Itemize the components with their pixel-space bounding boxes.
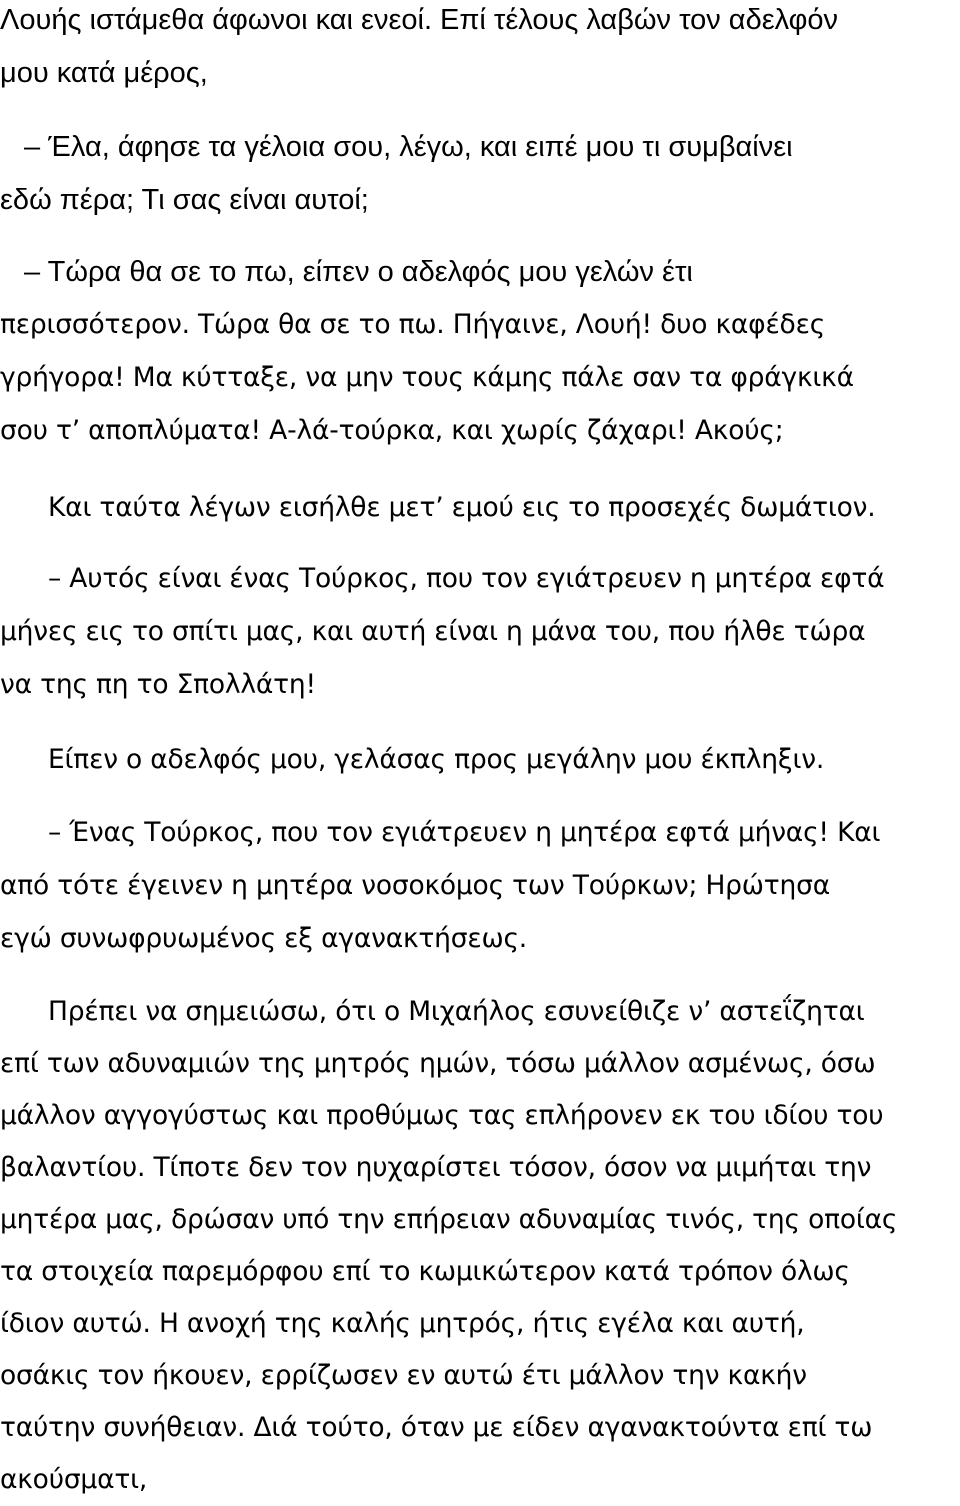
text-line: να της πη το Σπολλάτη! xyxy=(0,669,316,700)
text-line: σου τ’ αποπλύματα! Α-λά-τούρκα, και χωρίς ζάχαρι! Ακούς; xyxy=(0,415,784,446)
text-line: βαλαντίου. Τίποτε δεν τον ηυχαρίστει τόσον, όσον να μιμήται την xyxy=(0,1152,872,1183)
text-line: εγώ συνωφρυωμένος εξ αγανακτήσεως. xyxy=(0,923,528,954)
text-line: Και ταύτα λέγων εισήλθε μετ’ εμού εις το προσεχές δωμάτιον. xyxy=(48,492,876,523)
text-line: – Έλα, άφησε τα γέλοια σου, λέγω, και ειπέ μου τι συμβαίνει xyxy=(24,131,793,163)
text-line: οσάκις τον ήκουεν, ερρίζωσεν εν αυτώ έτι μάλλον την κακήν xyxy=(0,1360,807,1391)
text-line: Πρέπει να σημειώσω, ότι ο Μιχαήλος εσυνείθιζε ν’ αστεΐζηται xyxy=(48,996,865,1027)
text-line: τα στοιχεία παρεμόρφου επί το κωμικώτερον κατά τρόπον όλως xyxy=(0,1256,850,1287)
text-line: – Ένας Τούρκος, που τον εγιάτρευεν η μητέρα εφτά μήνας! Και xyxy=(48,817,881,848)
text-line: από τότε έγεινεν η μητέρα νοσοκόμος των Τούρκων; Ηρώτησα xyxy=(0,870,830,901)
text-line: – Τώρα θα σε το πω, είπεν ο αδελφός μου γελών έτι xyxy=(24,256,693,288)
text-line: – Αυτός είναι ένας Τούρκος, που τον εγιάτρευεν η μητέρα εφτά xyxy=(48,563,885,594)
text-line: ίδιον αυτώ. Η ανοχή της καλής μητρός, ήτις εγέλα και αυτή, xyxy=(0,1308,805,1339)
text-line: περισσότερον. Τώρα θα σε το πω. Πήγαινε, Λουή! δυο καφέδες xyxy=(0,309,826,340)
text-line: εδώ πέρα; Τι σας είναι αυτοί; xyxy=(0,184,369,216)
text-line: μητέρα μας, δρώσαν υπό την επήρειαν αδυναμίας τινός, της οποίας xyxy=(0,1204,898,1235)
text-line: γρήγορα! Μα κύτταξε, να μην τους κάμης πάλε σαν τα φράγκικά xyxy=(0,362,854,393)
text-line: μου κατά μέρος, xyxy=(0,57,208,89)
text-line: επί των αδυναμιών της μητρός ημών, τόσω μάλλον ασμένως, όσω xyxy=(0,1048,876,1079)
text-line: Λουής ιστάμεθα άφωνοι και ενεοί. Επί τέλους λαβών τον αδελφόν xyxy=(0,4,839,36)
text-line: ακούσματι, xyxy=(0,1464,148,1495)
text-line: μήνες εις το σπίτι μας, και αυτή είναι η μάνα του, που ήλθε τώρα xyxy=(0,616,866,647)
text-line: μάλλον αγγογύστως και προθύμως τας επλήρονεν εκ του ιδίου του xyxy=(0,1100,884,1131)
text-line: Είπεν ο αδελφός μου, γελάσας προς μεγάλην μου έκπληξιν. xyxy=(48,744,825,775)
text-line: ταύτην συνήθειαν. Διά τούτο, όταν με είδεν αγανακτούντα επί τω xyxy=(0,1412,873,1443)
